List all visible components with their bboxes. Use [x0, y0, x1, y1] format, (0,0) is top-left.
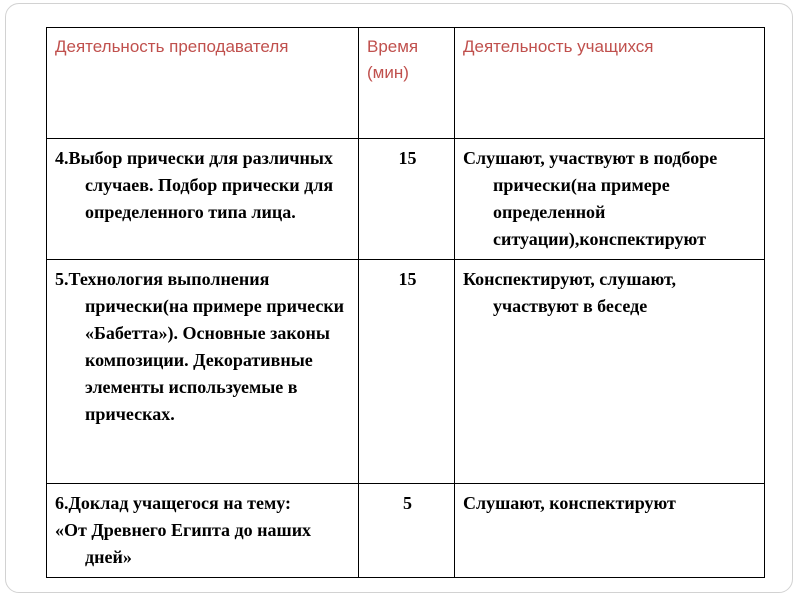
teacher-activity-cell: [47, 260, 359, 484]
teacher-activity-cell: [47, 484, 359, 578]
time-cell: 15: [359, 260, 455, 484]
student-activity-cell: [455, 139, 765, 260]
teacher-activity-cell: [47, 139, 359, 260]
teacher-activity-text: 5.Технология выполнения прически(на примере прически «Бабетта»). Основные законы композиции. Декоративные элементы используемые в прическах.: [55, 269, 345, 424]
lesson-plan-table: [46, 27, 765, 578]
teacher-activity-text-line2: «От Древнего Египта до наших дней»: [55, 520, 312, 567]
time-cell: 15: [359, 139, 455, 260]
student-activity-text: Слушают, конспектируют: [463, 493, 676, 513]
student-activity-text: Слушают, участвуют в подборе прически(на примере определенной ситуации),конспектируют: [463, 148, 718, 249]
table-row: [47, 139, 765, 260]
teacher-activity-text: 4.Выбор прически для различных случаев. Подбор прически для определенного типа лица.: [55, 148, 334, 222]
table-row: [47, 260, 765, 484]
time-cell: 5: [359, 484, 455, 578]
student-activity-cell: [455, 260, 765, 484]
teacher-activity-text-line1: 6.Доклад учащегося на тему:: [55, 493, 291, 513]
header-teacher-activity: Деятельность преподавателя: [47, 28, 359, 139]
header-row: [47, 28, 765, 139]
table-row: [47, 484, 765, 578]
header-time-minutes: Время (мин): [359, 28, 455, 139]
slide-frame: [5, 3, 793, 593]
student-activity-text: Конспектируют, слушают, участвуют в беседе: [463, 269, 677, 316]
header-student-activity: Деятельность учащихся: [455, 28, 765, 139]
student-activity-cell: [455, 484, 765, 578]
